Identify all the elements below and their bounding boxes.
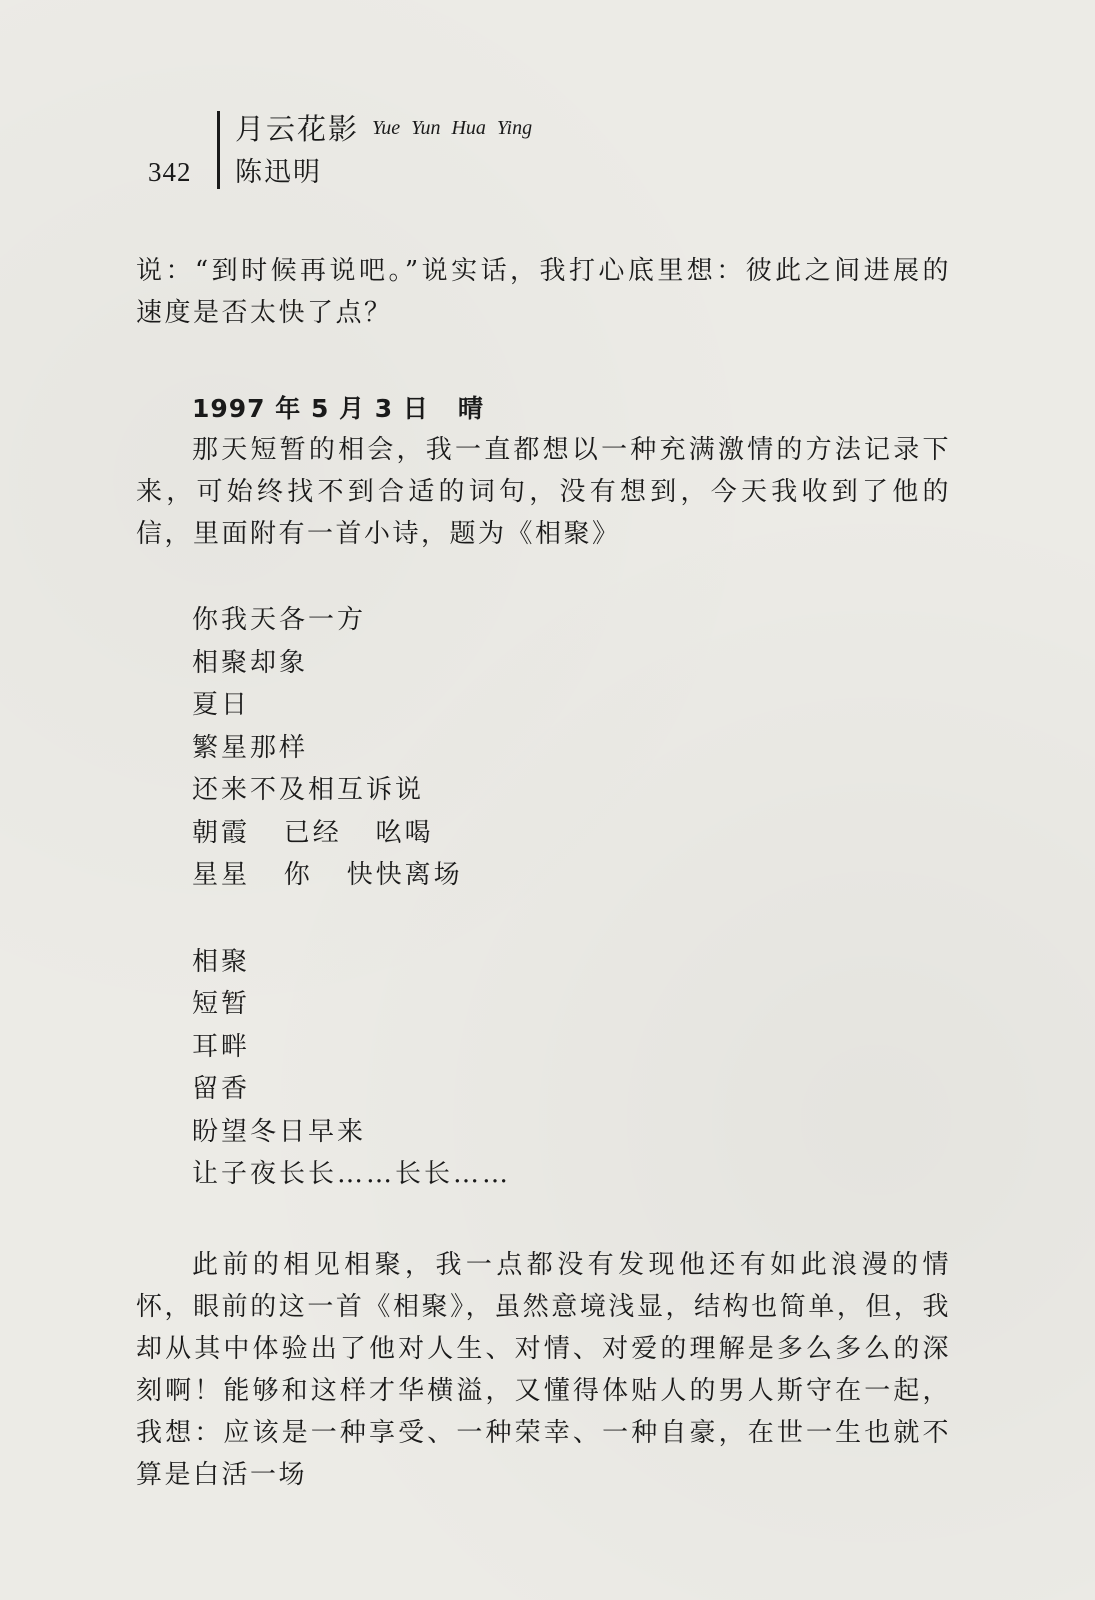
paragraph-letter: 那天短暂的相会，我一直都想以一种充满激情的方法记录下来，可始终找不到合适的词句，没有想到，今天我收到了他的信，里面附有一首小诗，题为《相聚》 <box>136 435 951 549</box>
poem-line: 让子夜长长……长长…… <box>192 1159 512 1189</box>
author-name: 陈迅明 <box>235 157 322 188</box>
poem-line: 夏日 <box>192 690 251 720</box>
paragraph-continued: 说：“到时候再说吧。”说实话，我打心底里想：彼此之间进展的速度是否太快了点？ <box>136 256 951 328</box>
book-title: 月云花影 <box>235 112 360 146</box>
header-divider <box>217 111 220 189</box>
poem-stanza-2 <box>192 941 951 1196</box>
book-title-pinyin: Yue Yun Hua Ying <box>372 117 533 139</box>
paragraph-reflection: 此前的相见相聚，我一点都没有发现他还有如此浪漫的情怀，眼前的这一首《相聚》，虽然意境浅显，结构也简单，但，我却从其中体验出了他对人生、对情、对爱的理解是多么多么的深刻啊！能够和这样才华横溢，又懂得体贴人的男人斯守在一起，我想：应该是一种享受、一种荣幸、一种自豪，在世一生也就不算是白活一场 <box>136 1249 951 1490</box>
diary-date-heading: 1997 年 5 月 3 日 晴 <box>192 394 484 423</box>
poem-line: 盼望冬日早来 <box>192 1116 367 1147</box>
poem-line: 耳畔 <box>192 1031 251 1062</box>
page-header <box>140 105 740 195</box>
poem-line: 相聚 <box>192 946 251 977</box>
poem-line: 还来不及相互诉说 <box>192 775 425 805</box>
poem-stanza-1 <box>192 599 951 897</box>
page-content <box>136 250 951 1496</box>
poem-line: 留香 <box>192 1074 251 1104</box>
poem-line: 你我天各一方 <box>192 605 367 635</box>
poem-line: 相聚却象 <box>192 647 309 678</box>
page-number: 342 <box>148 157 192 187</box>
poem-line: 短暂 <box>192 989 251 1019</box>
poem-line: 朝霞 已经 吆喝 <box>192 817 434 848</box>
poem-line: 星星 你 快快离场 <box>192 860 463 890</box>
poem-line: 繁星那样 <box>192 732 309 763</box>
